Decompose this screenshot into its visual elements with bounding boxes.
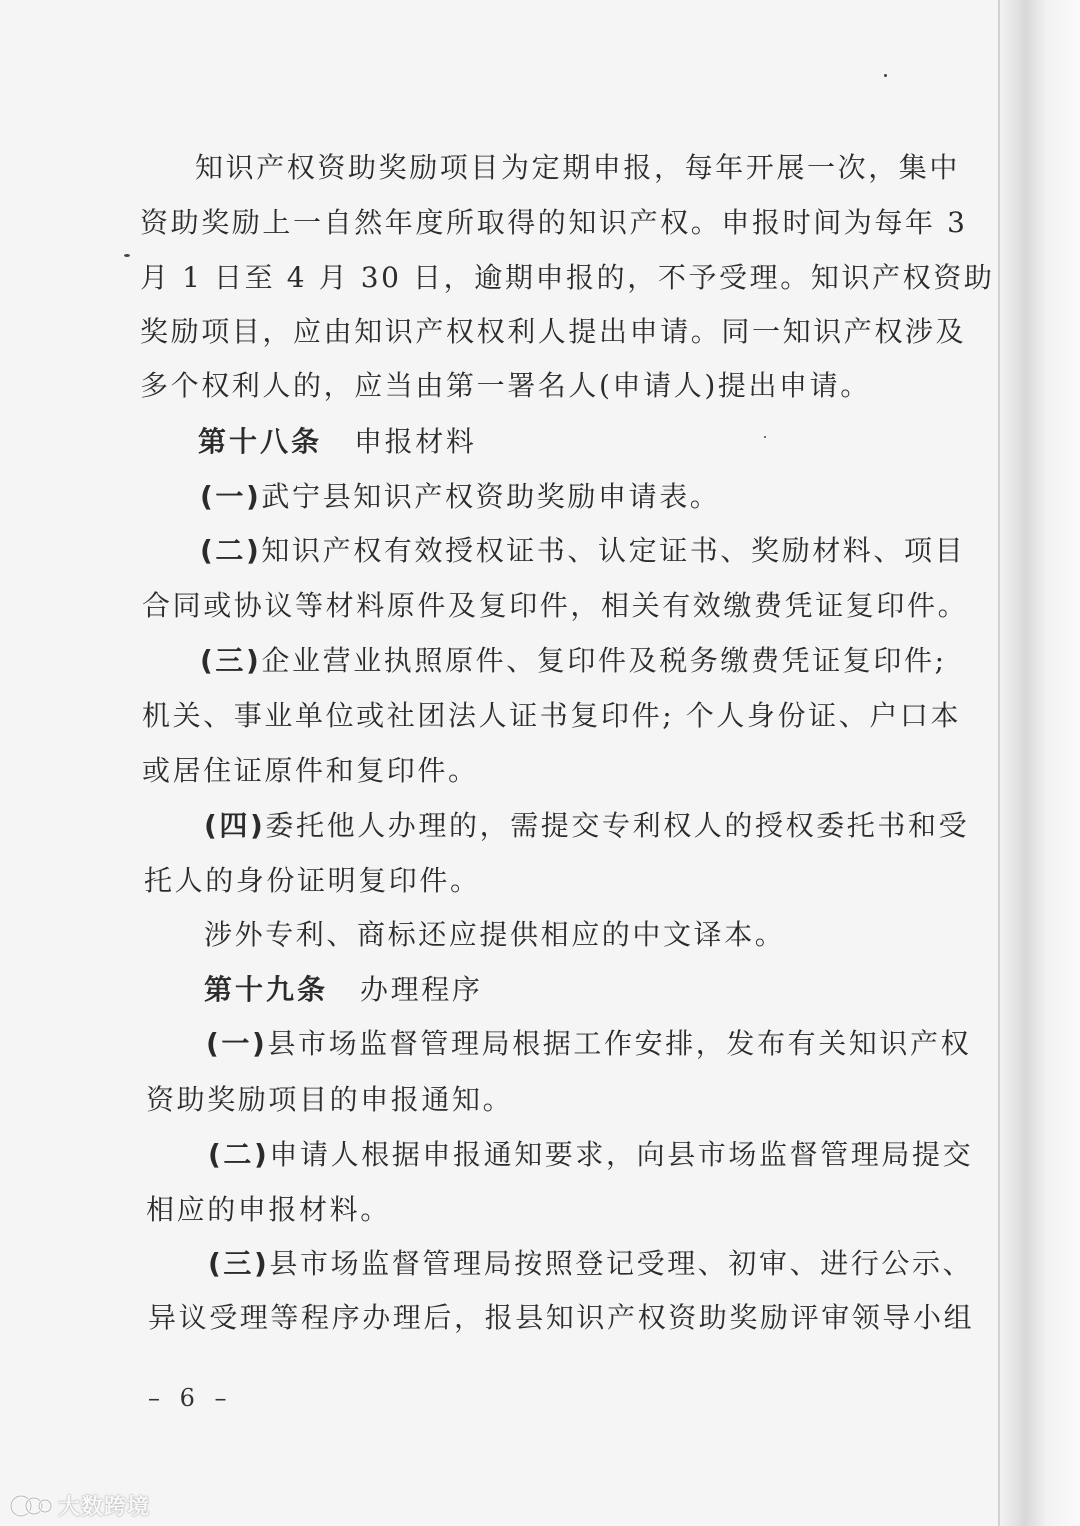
item-number: (三) [208, 1247, 270, 1280]
paragraph-line: 知识产权资助奖励项目为定期申报，每年开展一次，集中 [195, 151, 961, 184]
article-18-heading [198, 424, 476, 460]
watermark-text: 大数跨境 [58, 1495, 151, 1520]
watermark [8, 1490, 150, 1521]
list-item [208, 1137, 973, 1173]
item-text: 武宁县知识产权资助奖励申请表。 [261, 480, 721, 513]
item-number: (一) [206, 1027, 268, 1060]
scan-edge-line [998, 0, 1000, 1526]
item-text: 委托他人办理的，需提交专利权人的授权委托书和受 [265, 809, 970, 842]
item-number: (三) [200, 644, 262, 677]
item-text: 申请人根据申报通知要求，向县市场监督管理局提交 [269, 1138, 974, 1171]
chat-bubble-icon [8, 1493, 54, 1519]
article-title: 申报材料 [354, 425, 477, 458]
article-number: 第十八条 [198, 425, 323, 458]
list-item [200, 533, 965, 569]
item-number: (一) [200, 480, 262, 513]
scan-speck [124, 254, 130, 257]
paragraph-line: 资助奖励上一自然年度所取得的知识产权。申报时间为每年 3 [140, 206, 968, 239]
scan-speck [764, 436, 766, 438]
article-note: 涉外专利、商标还应提供相应的中文译本。 [204, 918, 786, 951]
scan-speck [884, 74, 887, 77]
list-item [208, 1246, 973, 1282]
paragraph-line: 多个权利人的，应当由第一署名人(申请人)提出申请。 [140, 369, 871, 402]
item-number: (二) [200, 534, 262, 567]
article-number: 第十九条 [204, 973, 329, 1006]
item-text: 知识产权有效授权证书、认定证书、奖励材料、项目 [261, 534, 966, 567]
item-text: 企业营业执照原件、复印件及税务缴费凭证复印件; [261, 644, 947, 677]
item-text: 县市场监督管理局根据工作安排，发布有关知识产权 [267, 1027, 972, 1060]
list-item [206, 1026, 971, 1062]
item-number: (二) [208, 1138, 270, 1171]
item-number: (四) [204, 809, 266, 842]
item-continuation-line: 机关、事业单位或社团法人证书复印件; 个人身份证、户口本 [142, 699, 962, 732]
article-19-heading [204, 972, 482, 1008]
item-continuation-line: 相应的申报材料。 [146, 1193, 391, 1226]
item-continuation-line: 托人的身份证明复印件。 [144, 864, 481, 897]
list-item [200, 643, 947, 679]
list-item [200, 479, 720, 515]
item-continuation-line: 合同或协议等材料原件及复印件，相关有效缴费凭证复印件。 [142, 589, 969, 622]
item-continuation-line: 异议受理等程序办理后，报县知识产权资助奖励评审领导小组 [148, 1301, 975, 1334]
item-text: 县市场监督管理局按照登记受理、初审、进行公示、 [269, 1247, 974, 1280]
list-item [204, 808, 969, 844]
item-continuation-line: 或居住证原件和复印件。 [142, 754, 479, 787]
paragraph-line: 奖励项目，应由知识产权权利人提出申请。同一知识产权涉及 [140, 315, 967, 348]
item-continuation-line: 资助奖励项目的申报通知。 [146, 1083, 514, 1116]
paragraph-line: 月 1 日至 4 月 30 日，逾期申报的，不予受理。知识产权资助 [140, 261, 995, 294]
page-number: – 6 – [148, 1384, 233, 1412]
scan-edge-shadow [996, 0, 1080, 1526]
article-title: 办理程序 [360, 973, 483, 1006]
